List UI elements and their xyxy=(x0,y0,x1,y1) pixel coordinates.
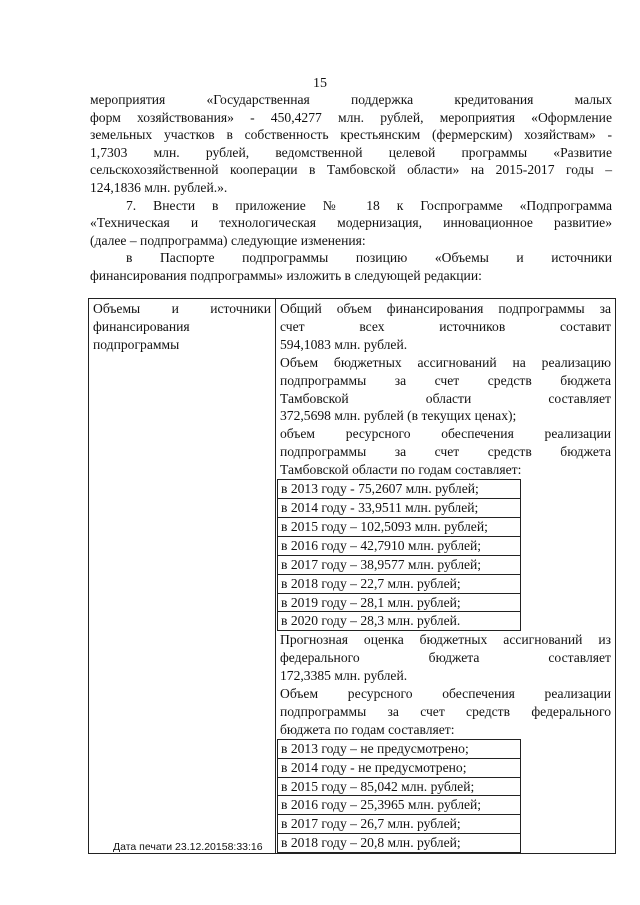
text-line: подпрограммы за счет средств бюджета xyxy=(280,372,611,388)
document-body xyxy=(90,91,612,285)
federal-years-list xyxy=(280,739,611,853)
text-line: Тамбовской области по годам составляет: xyxy=(280,462,522,478)
passport-paragraph xyxy=(90,249,612,284)
text-line: подпрограммы за счет средств бюджета xyxy=(280,444,611,460)
list-item: в 2014 году - не предусмотрено; xyxy=(277,758,521,777)
list-item: в 2014 году - 33,9511 млн. рублей; xyxy=(277,498,521,517)
list-item: в 2016 году – 42,7910 млн. рублей; xyxy=(277,536,521,555)
list-item: в 2018 году – 22,7 млн. рублей; xyxy=(277,574,521,593)
text-line: 372,5698 млн. рублей (в текущих ценах); xyxy=(280,408,517,424)
list-item: в 2018 году – 20,8 млн. рублей; xyxy=(277,833,521,853)
text-line: подпрограммы xyxy=(93,336,180,352)
text-line: мероприятия «Государственная поддержка кредитования малых xyxy=(90,92,612,107)
text-line: Тамбовской области составляет xyxy=(280,390,611,406)
page-number: 15 xyxy=(313,76,327,91)
list-item: в 2019 году – 28,1 млн. рублей; xyxy=(277,593,521,612)
text-line: 7. Внести в приложение № 18 к Госпрограмме «Подпрограмма xyxy=(126,197,612,213)
text-line: «Техническая и технологическая модернизация, инновационное развитие» xyxy=(90,215,612,231)
regional-years-list xyxy=(280,479,611,631)
text-line: финансирования подпрограммы» изложить в следующей редакции: xyxy=(90,267,482,283)
list-item: в 2013 году - 75,2607 млн. рублей; xyxy=(277,479,521,498)
text-line: объем ресурсного обеспечения реализации xyxy=(280,426,611,442)
text-line: земельных участков в собственность крестьянским (фермерским) хозяйствам» - xyxy=(90,127,612,143)
text-line: Объем ресурсного обеспечения реализации xyxy=(280,686,611,702)
text-line: 594,1083 млн. рублей. xyxy=(280,336,408,352)
list-item: в 2017 году – 38,9577 млн. рублей; xyxy=(277,555,521,574)
text-line: Прогнозная оценка бюджетных ассигнований из xyxy=(280,632,611,648)
item-7-paragraph xyxy=(90,197,612,250)
text-line: сельскохозяйственной кооперации в Тамбовской области» на 2015-2017 годы – xyxy=(90,162,612,178)
list-item: в 2013 году – не предусмотрено; xyxy=(277,739,521,758)
print-date-footer: Дата печати 23.12.20158:33:16 xyxy=(113,841,263,853)
total-funding-block xyxy=(280,300,611,479)
text-line: 124,1836 млн. рублей.». xyxy=(90,179,228,195)
text-line: Объем бюджетных ассигнований на реализацию xyxy=(280,354,611,370)
text-line: форм хозяйствования» - 450,4277 млн. рублей, мероприятия «Оформление xyxy=(90,109,612,125)
list-item: в 2017 году – 26,7 млн. рублей; xyxy=(277,814,521,833)
text-line: 1,7303 млн. рублей, ведомственной целевой программы «Развитие xyxy=(90,144,612,160)
text-line: (далее – подпрограмма) следующие изменения: xyxy=(90,232,366,248)
intro-paragraph xyxy=(90,91,612,197)
text-line: Объемы и источники xyxy=(93,301,271,316)
federal-funding-block xyxy=(280,631,611,738)
text-line: бюджета по годам составляет: xyxy=(280,721,455,737)
list-item: в 2020 году – 28,3 млн. рублей. xyxy=(277,611,521,631)
list-item: в 2015 году – 102,5093 млн. рублей; xyxy=(277,517,521,536)
table-row xyxy=(89,299,616,854)
text-line: в Паспорте подпрограммы позицию «Объемы и источники xyxy=(126,250,612,266)
text-line: счет всех источников составит xyxy=(280,318,611,334)
text-line: 172,3385 млн. рублей. xyxy=(280,668,408,684)
passport-table xyxy=(88,298,616,854)
list-item: в 2015 году – 85,042 млн. рублей; xyxy=(277,777,521,796)
text-line: подпрограммы за счет средств федерального xyxy=(280,703,611,719)
text-line: финансирования xyxy=(93,318,190,334)
text-line: Общий объем финансирования подпрограммы за xyxy=(280,301,611,316)
position-content-cell xyxy=(276,299,616,854)
position-name-cell xyxy=(89,299,276,854)
list-item: в 2016 году – 25,3965 млн. рублей; xyxy=(277,795,521,814)
text-line: федерального бюджета составляет xyxy=(280,650,611,666)
